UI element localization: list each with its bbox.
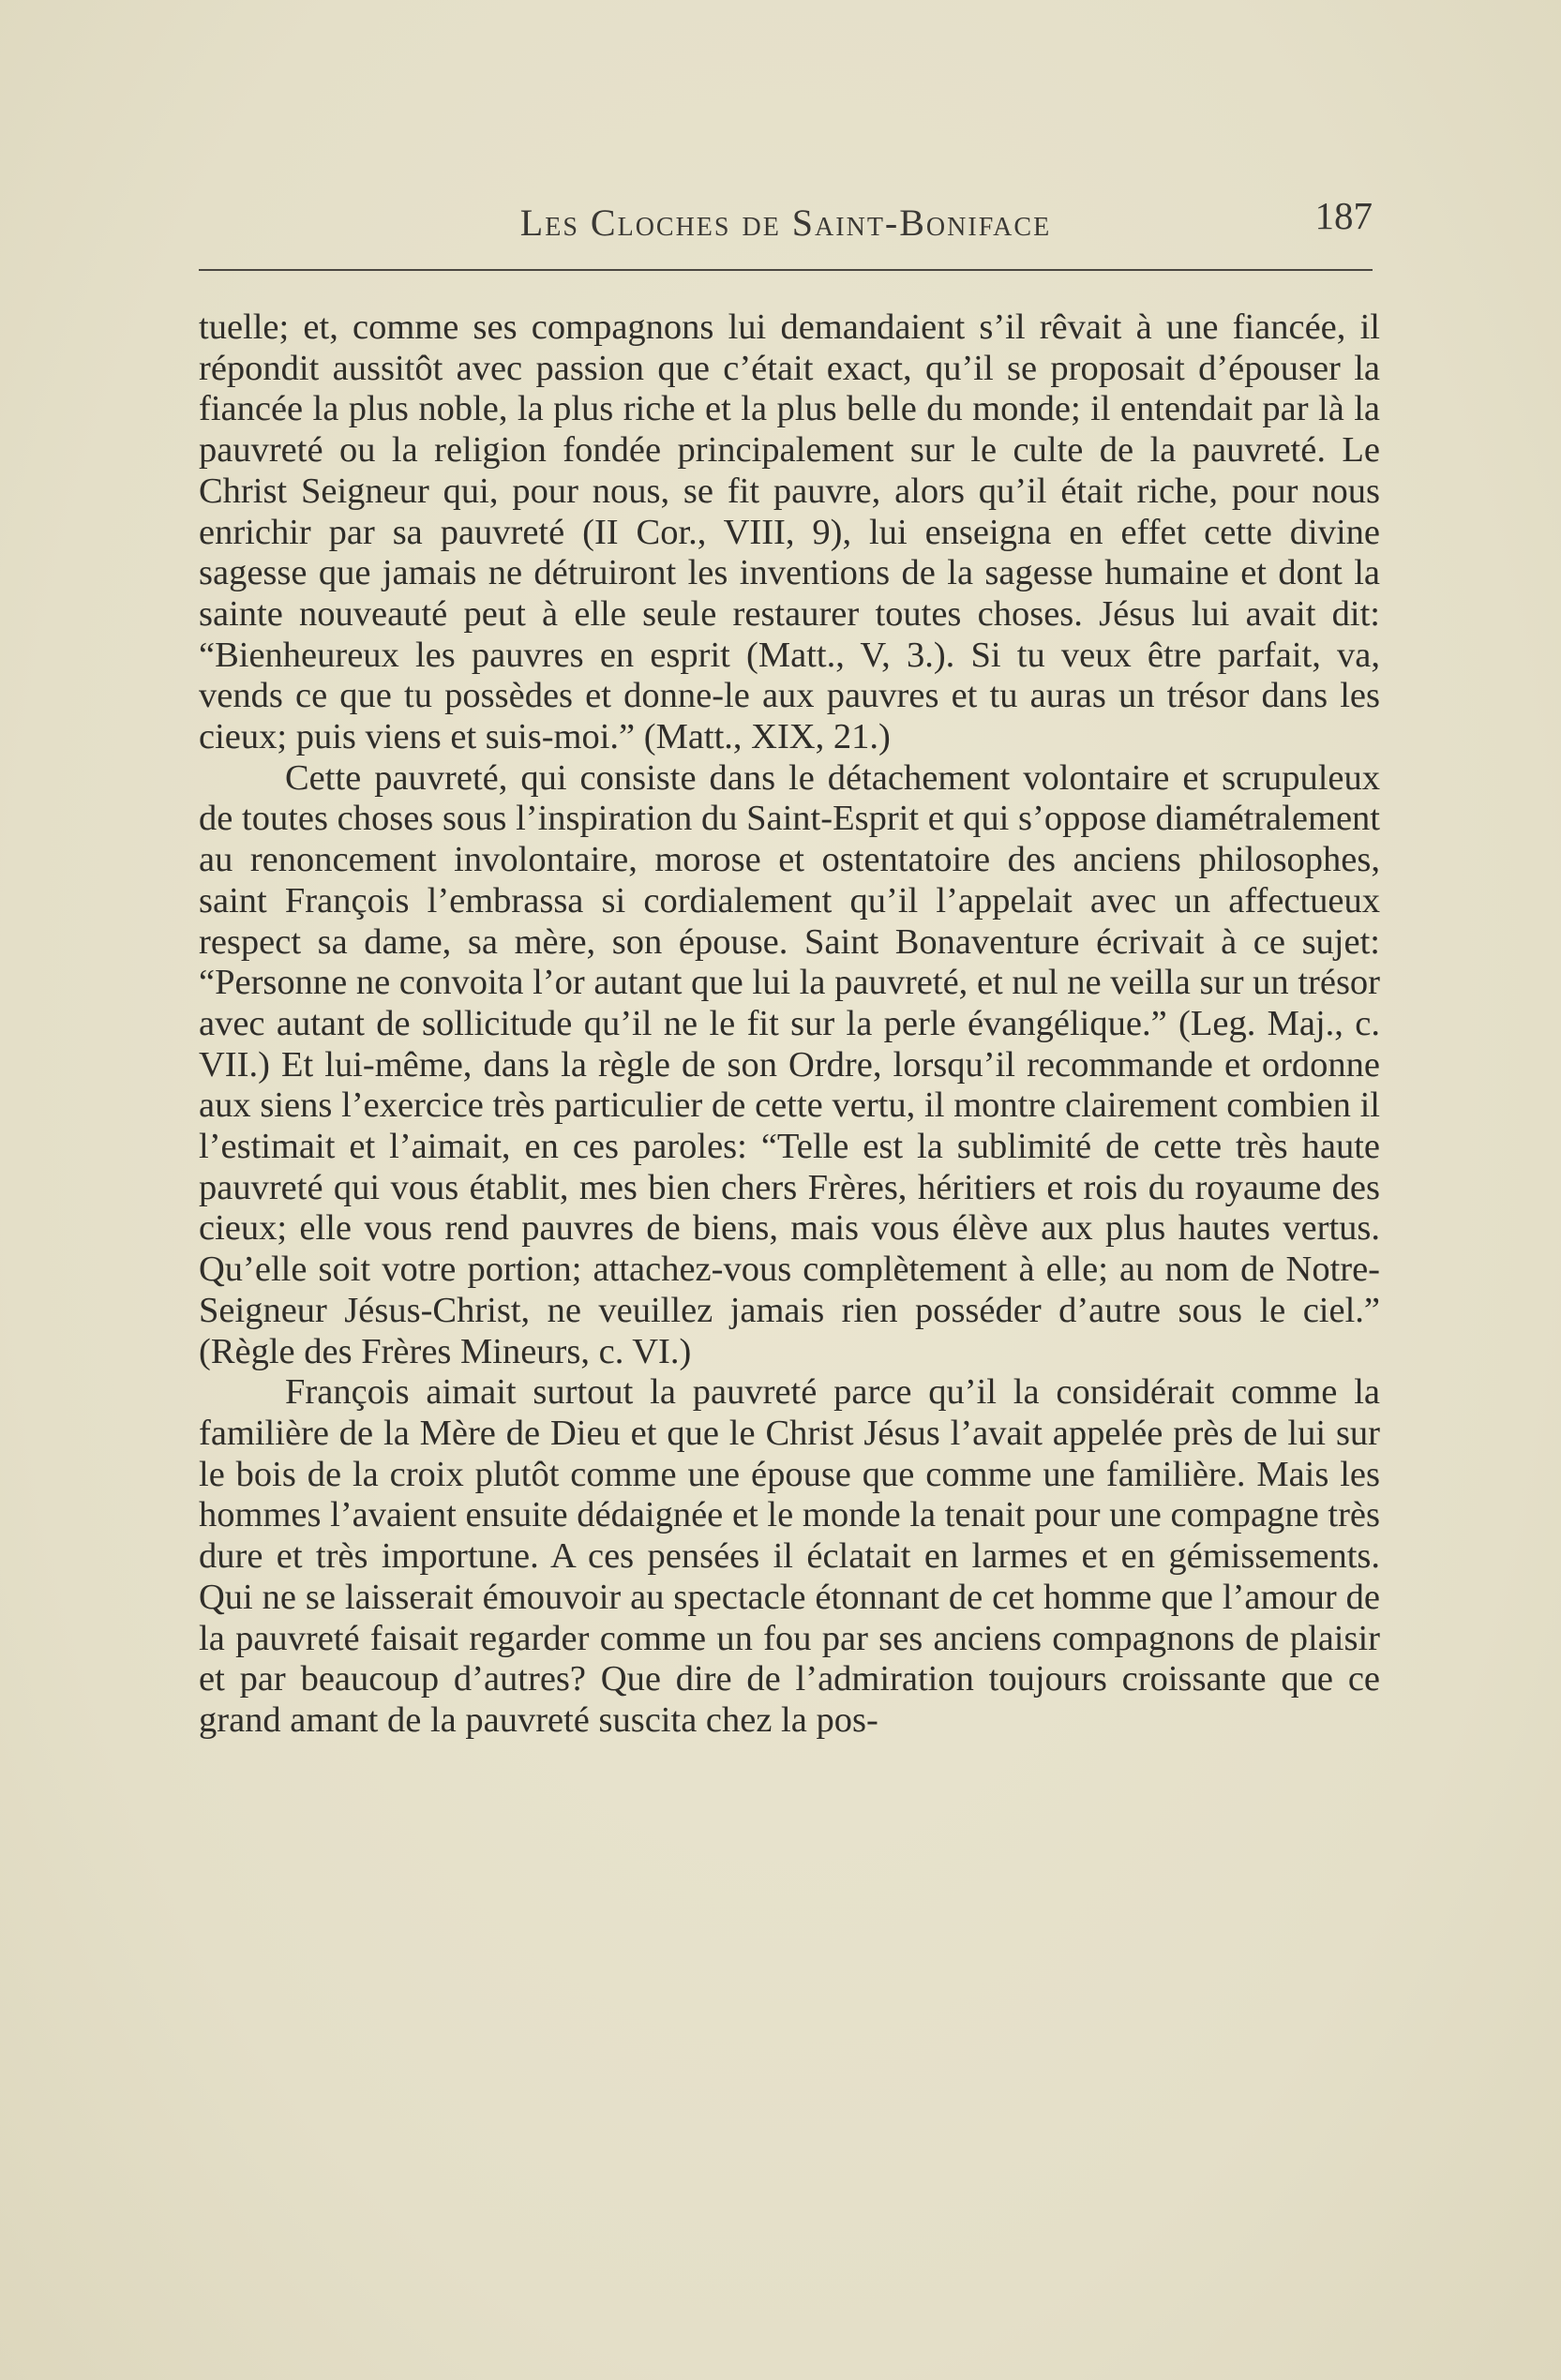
page-header [199, 193, 1373, 249]
body-text [199, 307, 1380, 1742]
header-rule [199, 269, 1373, 271]
paragraph: François aimait surtout la pauvreté parce qu’il la considérait comme la familière de la Mère de Dieu et que le Christ Jésus l’avait appelée près de lui sur le bois de la croix plutôt comme une épouse que comme une familière. Mais les hommes l’avaient ensuite dédaignée et le monde la tenait pour une compagne très dure et très importune. A ces pensées il éclatait en larmes et en gémissements. Qui ne se laisserait émouvoir au spectacle étonnant de cet homme que l’amour de la pauvreté faisait regarder comme un fou par ses anciens compagnons de plaisir et par beaucoup d’autres? Que dire de l’admiration toujours croissante que ce grand amant de la pauvreté suscita chez la pos- [199, 1372, 1380, 1740]
page-number: 187 [1314, 194, 1373, 237]
paragraph: Cette pauvreté, qui consiste dans le détachement volontaire et scrupuleux de toutes choses sous l’inspiration du Saint-Esprit et qui s’oppose diamétralement au renoncement involontaire, morose et ostentatoire des anciens philosophes, saint François l’embrassa si cordialement qu’il l’appelait avec un affectueux respect sa dame, sa mère, son épouse. Saint Bonaventure écrivait à ce sujet: “Personne ne convoita l’or autant que lui la pauvreté, et nul ne veilla sur un trésor avec autant de sollicitude qu’il ne le fit sur la perle évangélique.” (Leg. Maj., c. VII.) Et lui-même, dans la règle de son Ordre, lorsqu’il recommande et ordonne aux siens l’exercice très particulier de cette vertu, il montre clairement combien il l’estimait et l’aimait, en ces paroles: “Telle est la sublimité de cette très haute pauvreté qui vous établit, mes bien chers Frères, héritiers et rois du royaume des cieux; elle vous rend pauvres de biens, mais vous élève aux plus hautes vertus. Qu’elle soit votre portion; attachez-vous complètement à elle; au nom de Notre-Seigneur Jésus-Christ, ne veuillez jamais rien posséder d’autre sous le ciel.” (Règle des Frères Mineurs, c. VI.) [199, 757, 1380, 1371]
running-title: Les Cloches de Saint-Boniface [519, 202, 1052, 244]
paragraph: tuelle; et, comme ses compagnons lui demandaient s’il rêvait à une fiancée, il répondit aussitôt avec passion que c’était exact, qu’il se proposait d’épouser la fiancée la plus noble, la plus riche et la plus belle du monde; il entendait par là la pauvreté ou la religion fondée principalement sur le culte de la pauvreté. Le Christ Seigneur qui, pour nous, se fit pauvre, alors qu’il était riche, pour nous enrichir par sa pauvreté (II Cor., VIII, 9), lui enseigna en effet cette divine sagesse que jamais ne détruiront les inventions de la sagesse humaine et dont la sainte nouveauté peut à elle seule restaurer toutes choses. Jésus lui avait dit: “Bienheureux les pauvres en esprit (Matt., V, 3.). Si tu veux être parfait, va, vends ce que tu possèdes et donne-le aux pauvres et tu auras un trésor dans les cieux; puis viens et suis-moi.” (Matt., XIX, 21.) [199, 307, 1380, 757]
